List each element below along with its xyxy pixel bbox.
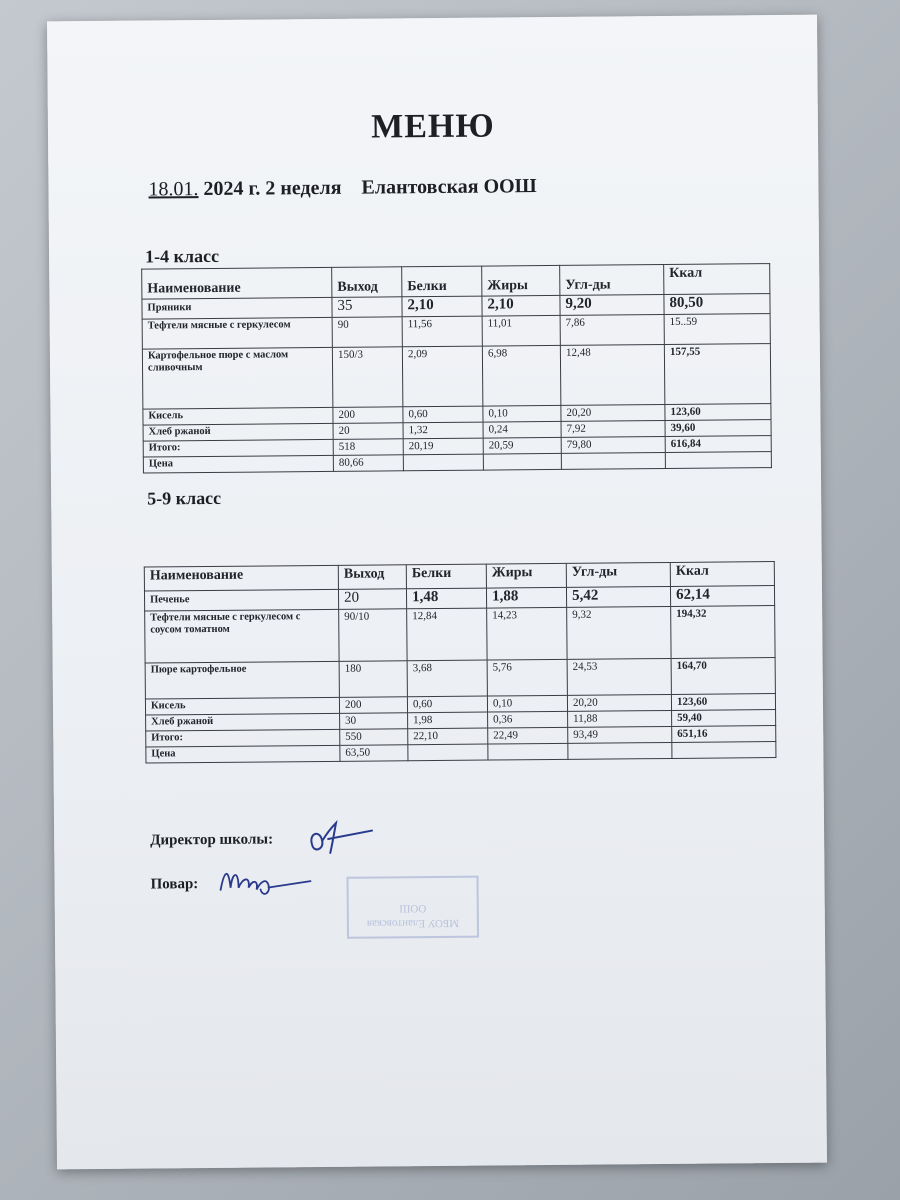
table-cell: 22,10 (408, 728, 488, 745)
table-cell (672, 742, 776, 759)
column-header: Угл-ды (566, 562, 670, 587)
table-cell: 1,98 (408, 712, 488, 729)
table-cell: Итого: (146, 729, 340, 747)
table-cell (483, 453, 561, 470)
director-signature-icon (306, 818, 386, 859)
table-cell: 1,32 (403, 422, 483, 439)
table-cell: 59,40 (672, 710, 776, 727)
table-cell: 0,36 (488, 711, 568, 728)
column-header: Выход (338, 565, 406, 590)
table-cell: 194,32 (671, 606, 775, 659)
table-cell: Тефтели мясные с геркулесом (142, 317, 332, 349)
director-signature-label: Директор школы: (150, 831, 274, 849)
column-header: Наименование (144, 565, 338, 591)
table-cell: 518 (333, 439, 403, 456)
table-cell: 39,60 (665, 420, 771, 437)
price-value: 63,50 (340, 745, 408, 762)
section-label-1-4: 1-4 класс (144, 245, 220, 267)
table-cell: Печенье (144, 589, 338, 611)
column-header: Ккал (670, 562, 774, 587)
price-label: Цена (143, 455, 333, 473)
price-value: 80,66 (333, 455, 403, 472)
table-cell: 0,60 (407, 696, 487, 713)
stamp-line: МБОУ Елантовская (366, 916, 460, 930)
table-cell: 651,16 (672, 726, 776, 743)
table-cell: 2,09 (402, 346, 483, 407)
table-cell: 20,20 (567, 694, 671, 711)
table-cell: 164,70 (671, 658, 775, 695)
table-cell: 200 (339, 697, 407, 714)
column-header: Угл-ды (560, 265, 664, 296)
table-cell: 24,53 (567, 658, 671, 695)
column-header: Жиры (482, 265, 560, 296)
table-cell: 200 (333, 407, 403, 424)
table-cell: 90/10 (339, 609, 407, 662)
column-header: Наименование (142, 267, 332, 299)
table-cell: 22,49 (488, 727, 568, 744)
table-cell (408, 744, 488, 761)
table-cell: 9,32 (567, 606, 671, 659)
table-cell (403, 454, 483, 471)
table-cell: 3,68 (407, 660, 487, 697)
table-cell: 93,49 (568, 726, 672, 743)
table-cell: 7,86 (560, 315, 664, 346)
table-cell: 157,55 (664, 344, 771, 405)
stamp-line: ООШ (399, 902, 427, 915)
table-cell: 0,10 (483, 405, 561, 422)
cook-signature-label: Повар: (150, 876, 199, 893)
table-cell: Хлеб ржаной (146, 713, 340, 731)
column-header: Жиры (486, 563, 566, 588)
table-cell (561, 453, 665, 470)
week-and-school: 2024 г. 2 неделя Елантовская ООШ (198, 175, 537, 201)
table-cell: 9,20 (560, 295, 664, 316)
table-cell: 1,48 (406, 588, 486, 609)
table-cell: 6,98 (482, 345, 561, 406)
table-cell: 35 (332, 297, 402, 318)
table-cell (665, 452, 771, 469)
table-cell (488, 743, 568, 760)
table-cell: Пюре картофельное (145, 661, 339, 699)
table-cell: Кисель (145, 697, 339, 715)
table-cell: 0,60 (403, 406, 483, 423)
table-cell: 15..59 (664, 314, 770, 345)
table-cell: 20,59 (483, 437, 561, 454)
table-cell: 550 (340, 729, 408, 746)
table-cell: Картофельное пюре с маслом сливочным (142, 347, 333, 409)
table-cell: 12,48 (560, 345, 665, 406)
price-label: Цена (146, 745, 340, 763)
table-cell: Итого: (143, 439, 333, 457)
table-row (145, 606, 775, 663)
table-cell: 30 (340, 713, 408, 730)
table-cell: Хлеб ржаной (143, 423, 333, 441)
cook-signature-icon (216, 859, 316, 900)
table-cell: 20 (338, 589, 406, 610)
table-row (142, 344, 770, 409)
table-cell: 7,92 (561, 421, 665, 438)
school-stamp (346, 876, 479, 939)
table-cell: 20,20 (561, 405, 665, 422)
table-cell: 1,88 (486, 587, 566, 608)
table-cell: 80,50 (664, 294, 770, 315)
table-cell: 20,19 (403, 438, 483, 455)
column-header: Ккал (664, 264, 770, 295)
table-cell: 14,23 (487, 607, 567, 660)
table-cell: 11,01 (482, 315, 560, 346)
column-header: Белки (406, 564, 486, 589)
table-cell: 0,10 (487, 695, 567, 712)
document-title: МЕНЮ (371, 107, 495, 146)
table-cell: 616,84 (665, 436, 771, 453)
document-subtitle (144, 175, 536, 201)
section-label-5-9: 5-9 класс (147, 487, 222, 509)
menu-table-5-9 (144, 561, 777, 763)
table-cell: 150/3 (332, 347, 403, 408)
table-cell (568, 742, 672, 759)
table-cell: 5,76 (487, 659, 567, 696)
table-row (145, 658, 775, 699)
table-cell: 62,14 (670, 586, 774, 607)
table-cell: 11,88 (568, 710, 672, 727)
table-cell: 5,42 (566, 586, 670, 607)
menu-document (47, 15, 827, 1170)
table-cell: 79,80 (561, 437, 665, 454)
table-cell: 2,10 (402, 296, 482, 317)
table-cell: 20 (333, 423, 403, 440)
table-cell: 0,24 (483, 421, 561, 438)
table-cell: 180 (339, 661, 407, 698)
table-cell: Кисель (143, 407, 333, 425)
column-header: Белки (402, 266, 482, 297)
table-cell: 2,10 (482, 295, 560, 316)
table-cell: Тефтели мясные с геркулесом с соусом томатном (145, 609, 339, 663)
table-cell: 123,60 (671, 694, 775, 711)
menu-table-1-4 (141, 263, 772, 473)
table-cell: 123,60 (665, 404, 771, 421)
table-cell: 11,56 (402, 316, 482, 347)
table-cell: 90 (332, 317, 402, 348)
menu-date: 18.01. (148, 178, 199, 201)
column-header: Выход (332, 267, 402, 298)
table-cell: Пряники (142, 297, 332, 319)
table-cell: 12,84 (407, 608, 487, 661)
